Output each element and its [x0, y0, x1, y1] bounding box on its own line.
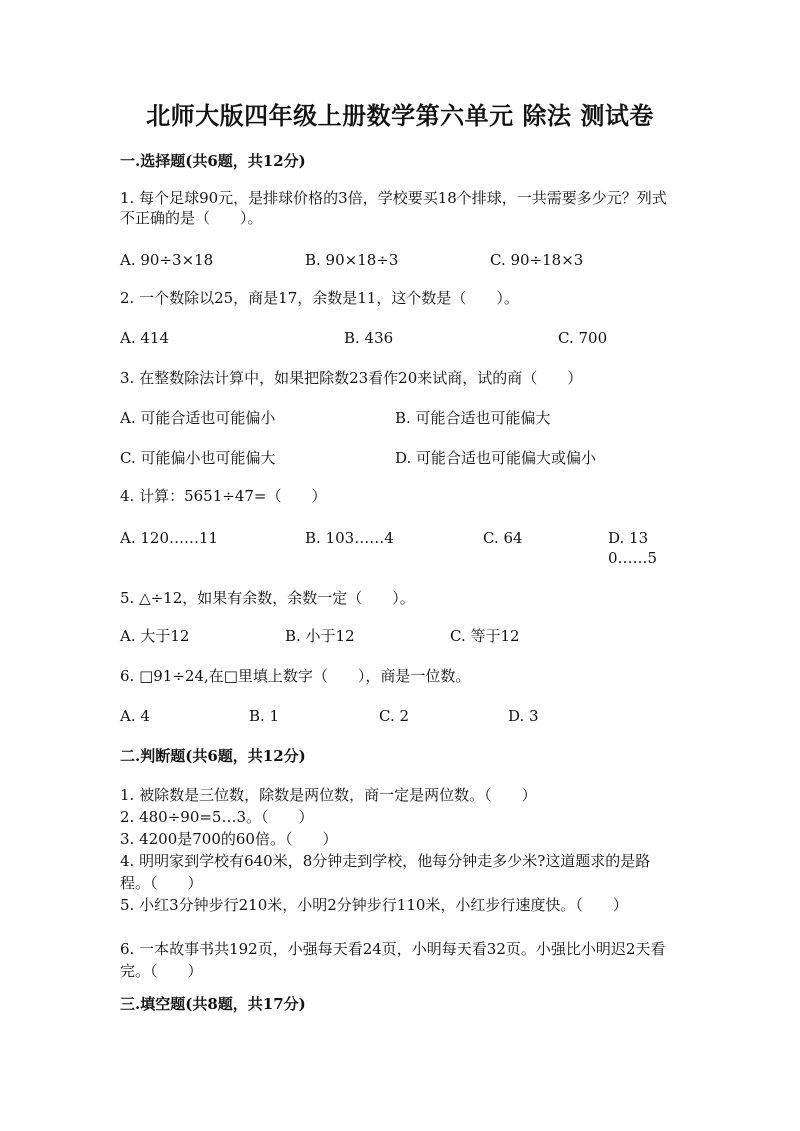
- option-2b: B. 436: [344, 329, 394, 347]
- judge-item-5: 5. 小红3分钟步行210米，小明2分钟步行110米，小红步行速度快。（ ）: [120, 896, 628, 914]
- question-1: 1. 每个足球90元，是排球价格的3倍，学校要买18个排球，一共需要多少元？列式不正确的是（ ）。: [120, 189, 667, 227]
- section-heading-fill: 三.填空题(共8题，共17分): [120, 995, 306, 1013]
- option-6a: A. 4: [120, 707, 150, 725]
- section-heading-judge: 二.判断题(共6题，共12分): [120, 747, 306, 765]
- judge-item-2: 2. 480÷90=5…3。（ ）: [120, 808, 314, 826]
- option-3c: C. 可能偏小也可能偏大: [120, 449, 276, 467]
- option-1b: B. 90×18÷3: [305, 251, 399, 269]
- option-6b: B. 1: [249, 707, 280, 725]
- option-4b: B. 103……4: [305, 529, 394, 547]
- option-5c: C. 等于12: [450, 627, 520, 645]
- option-3b: B. 可能合适也可能偏大: [395, 409, 551, 427]
- option-1c: C. 90÷18×3: [490, 251, 584, 269]
- option-4c: C. 64: [483, 529, 523, 547]
- judge-item-3: 3. 4200是700的60倍。（ ）: [120, 830, 338, 848]
- option-3d: D. 可能合适也可能偏大或偏小: [395, 449, 597, 467]
- option-2c: C. 700: [558, 329, 608, 347]
- judge-item-6: 6. 一本故事书共192页，小强每天看24页，小明每天看32页。小强比小明迟2天看完。（ ）: [120, 940, 666, 980]
- option-5a: A. 大于12: [120, 627, 190, 645]
- option-1a: A. 90÷3×18: [120, 251, 214, 269]
- option-6c: C. 2: [379, 707, 410, 725]
- question-3: 3. 在整数除法计算中，如果把除数23看作20来试商，试的商（ ）: [120, 369, 583, 387]
- question-6: 6. □91÷24,在□里填上数字（ ），商是一位数。: [120, 667, 471, 685]
- question-2: 2. 一个数除以25，商是17，余数是11，这个数是（ ）。: [120, 289, 519, 307]
- question-4: 4. 计算：5651÷47=（ ）: [120, 487, 327, 505]
- option-3a: A. 可能合适也可能偏小: [120, 409, 276, 427]
- question-5: 5. △÷12，如果有余数，余数一定（ ）。: [120, 589, 415, 607]
- option-2a: A. 414: [120, 329, 169, 347]
- option-6d: D. 3: [508, 707, 539, 725]
- page-title: 北师大版四年级上册数学第六单元 除法 测试卷: [146, 101, 654, 130]
- option-4a: A. 120……11: [120, 529, 219, 547]
- option-5b: B. 小于12: [285, 627, 355, 645]
- judge-item-4: 4. 明明家到学校有640米，8分钟走到学校，他每分钟走多少米?这道题求的是路程。（ ）: [120, 852, 651, 892]
- section-heading-choice: 一.选择题(共6题，共12分): [120, 152, 306, 170]
- judge-item-1: 1. 被除数是三位数，除数是两位数，商一定是两位数。（ ）: [120, 786, 537, 804]
- option-4d: D. 130……5: [608, 529, 658, 567]
